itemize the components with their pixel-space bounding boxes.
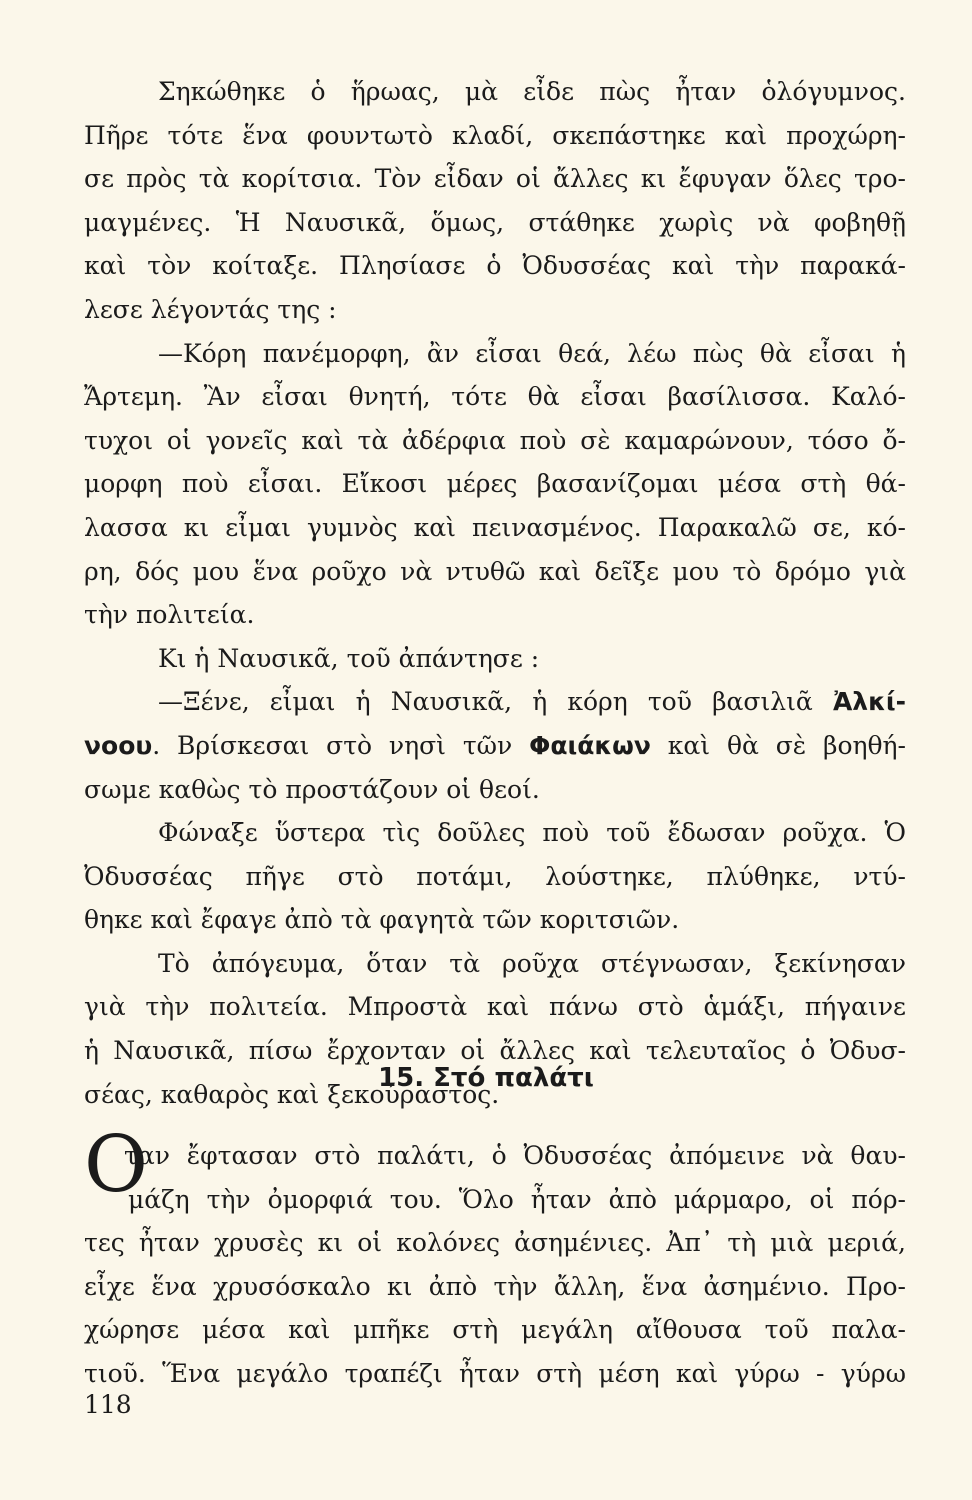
text-line: τες ἦταν χρυσὲς κι οἱ κολόνες ἀσημένιες. Ἀπ᾿ τὴ μιὰ μεριά, — [84, 1228, 906, 1258]
text-line: —Κόρη πανέμορφη, ἂν εἶσαι θεά, λέω πὼς θὰ εἶσαι ἡ — [158, 338, 906, 368]
text-line: χώρησε μέσα καὶ μπῆκε στὴ μεγάλη αἴθουσα τοῦ παλα- — [84, 1315, 906, 1345]
text-line: σε πρὸς τὰ κορίτσια. Τὸν εἶδαν οἱ ἄλλες κι ἔφυγαν ὅλες τρο- — [84, 164, 906, 194]
text-line: μορφη ποὺ εἶσαι. Εἴκοσι μέρες βασανίζομαι μέσα στὴ θά- — [84, 469, 906, 499]
text-line: Τὸ ἀπόγευμα, ὅταν τὰ ροῦχα στέγνωσαν, ξεκίνησαν — [158, 948, 906, 978]
text-line: Ὀδυσσέας πῆγε στὸ ποτάμι, λούστηκε, πλύθηκε, ντύ- — [84, 861, 906, 891]
line-segment: —Ξένε, εἶμαι ἡ Ναυσικᾶ, ἡ κόρη τοῦ βασιλιᾶ — [158, 687, 833, 717]
text-line: λασσα κι εἶμαι γυμνὸς καὶ πεινασμένος. Παρακαλῶ σε, κό- — [84, 512, 906, 542]
text-line: μάζη τὴν ὀμορφιά του. Ὅλο ἦταν ἀπὸ μάρμαρο, οἱ πόρ- — [128, 1184, 906, 1214]
proper-name-bold: Ἀλκί- — [832, 687, 906, 717]
drop-cap: Ο — [84, 1120, 148, 1210]
line-segment: . Βρίσκεσαι στὸ νησὶ τῶν — [152, 730, 530, 760]
text-line — [84, 680, 906, 724]
text-line: Ἄρτεμη. Ἂν εἶσαι θνητή, τότε θὰ εἶσαι βασίλισσα. Καλό- — [84, 382, 906, 412]
text-line: ρη, δός μου ἕνα ροῦχο νὰ ντυθῶ καὶ δεῖξε μου τὸ δρόμο γιὰ — [84, 556, 906, 586]
text-line: ἡ Ναυσικᾶ, πίσω ἔρχονταν οἱ ἄλλες καὶ τελευταῖος ὁ Ὀδυσ- — [84, 1036, 906, 1066]
text-line: γιὰ τὴν πολιτεία. Μπροστὰ καὶ πάνω στὸ ἁμάξι, πήγαινε — [84, 992, 906, 1022]
line-segment: καὶ θὰ σὲ βοηθή- — [650, 730, 906, 760]
chapter-heading: 15. Στό παλάτι — [378, 1063, 594, 1093]
text-line: Σηκώθηκε ὁ ἥρωας, μὰ εἶδε πὼς ἦταν ὁλόγυμνος. — [158, 77, 906, 106]
text-line: τιοῦ. Ἕνα μεγάλο τραπέζι ἦταν στὴ μέση καὶ γύρω - γύρω — [84, 1358, 906, 1388]
text-line: ταν ἔφτασαν στὸ παλάτι, ὁ Ὀδυσσέας ἀπόμεινε νὰ θαυ- — [124, 1141, 906, 1170]
text-line: θηκε καὶ ἔφαγε ἀπὸ τὰ φαγητὰ τῶν κοριτσιῶν. — [84, 905, 680, 935]
text-line: μαγμένες. Ἡ Ναυσικᾶ, ὅμως, στάθηκε χωρὶς νὰ φοβηθῇ — [84, 207, 906, 237]
text-line: τὴν πολιτεία. — [84, 600, 255, 630]
text-line: λεσε λέγοντάς της : — [84, 294, 337, 324]
chapter-text — [84, 1134, 906, 1396]
body-text — [84, 70, 906, 1116]
text-line: τυχοι οἱ γονεῖς καὶ τὰ ἀδέρφια ποὺ σὲ καμαρώνουν, τόσο ὄ- — [84, 425, 906, 455]
proper-name-bold: νοου — [84, 730, 153, 760]
proper-name-bold: Φαιάκων — [529, 730, 651, 760]
page-number: 118 — [84, 1390, 132, 1419]
text-line: καὶ τὸν κοίταξε. Πλησίασε ὁ Ὀδυσσέας καὶ τὴν παρακά- — [84, 251, 906, 281]
text-line: Κι ἡ Ναυσικᾶ, τοῦ ἀπάντησε : — [158, 643, 540, 673]
text-line: εἶχε ἕνα χρυσόσκαλο κι ἀπὸ τὴν ἄλλη, ἕνα ἀσημένιο. Προ- — [84, 1271, 906, 1301]
text-line: σωμε καθὼς τὸ προστάζουν οἱ θεοί. — [84, 774, 540, 804]
text-line: σέας, καθαρὸς καὶ ξεκούραστος. — [84, 1079, 500, 1109]
text-line: Φώναξε ὕστερα τὶς δοῦλες ποὺ τοῦ ἔδωσαν ροῦχα. Ὁ — [158, 818, 906, 848]
text-line — [84, 724, 906, 768]
text-line: Πῆρε τότε ἕνα φουντωτὸ κλαδί, σκεπάστηκε καὶ προχώρη- — [84, 120, 906, 150]
